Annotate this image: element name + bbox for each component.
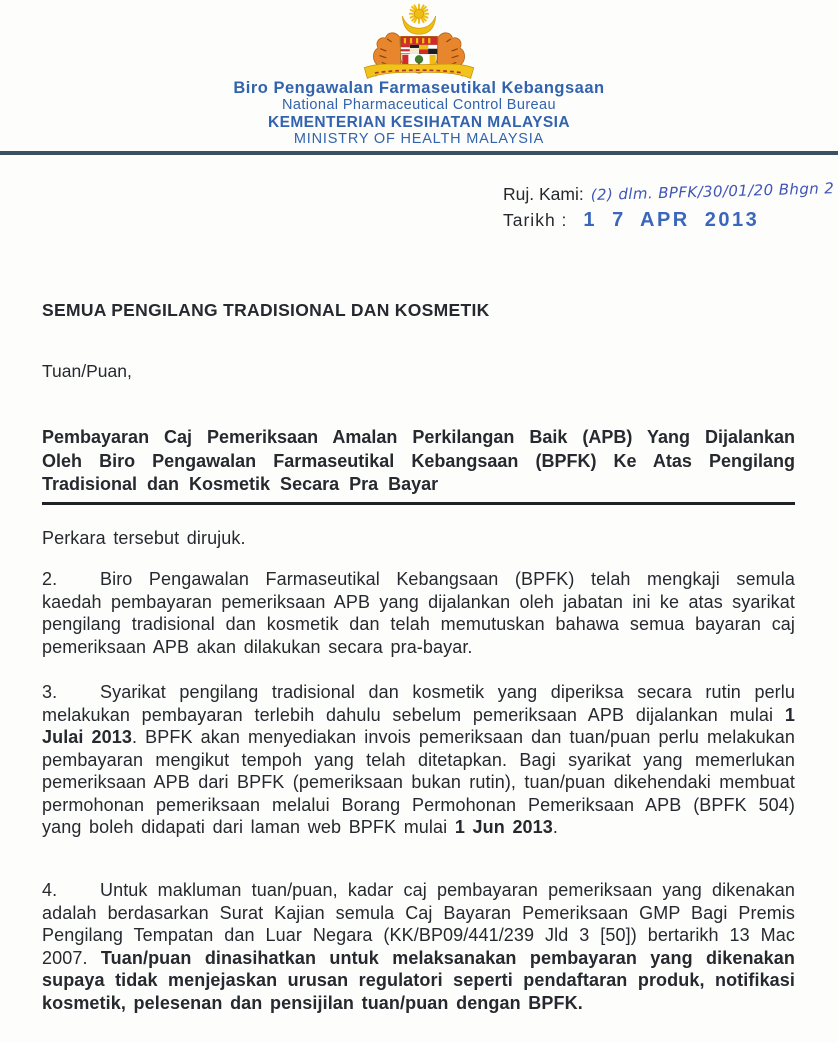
header-divider — [0, 151, 838, 155]
paragraph-4: 4. Untuk makluman tuan/puan, kadar caj pembayaran pemeriksaan yang dikenakan adalah berdasarkan Surat Kajian semula Caj Bayaran Pemeriksaan GMP Bagi Premis Pengilang Tempatan dan Luar Negara (KK/BP09/441/239 Jld 3 [50]) bertarikh 13 Mac 2007. Tuan/puan dinasihatkan untuk melaksanakan pembayaran yang dikenakan supaya tidak menjejaskan urusan regulatori seperti pendaftaran produk, notifikasi kosmetik, pelesenan dan pensijilan tuan/puan dengan BPFK. — [42, 880, 795, 1013]
ref-label: Ruj. Kami: — [503, 184, 584, 204]
paragraph-referral: Perkara tersebut dirujuk. — [42, 528, 246, 548]
subject-heading: Pembayaran Caj Pemeriksaan Amalan Perkilangan Baik (APB) Yang Dijalankan Oleh Biro Pengawalan Farmaseutikal Kebangsaan (BPFK) Ke Atas Pengilang Tradisional dan Kosmetik Secara Pra Bayar — [42, 426, 795, 505]
letterhead — [0, 80, 838, 148]
letterhead-org-en: National Pharmaceutical Control Bureau — [282, 97, 556, 113]
salutation: Tuan/Puan, — [42, 361, 132, 381]
date-label: Tarikh : — [503, 210, 568, 230]
reference-block — [503, 179, 835, 232]
letterhead-org-my: Biro Pengawalan Farmaseutikal Kebangsaan — [233, 79, 605, 97]
date-stamp: 1 7 APR 2013 — [583, 209, 760, 231]
malaysia-coat-of-arms-icon — [343, 3, 495, 85]
letterhead-ministry-en: MINISTRY OF HEALTH MALAYSIA — [293, 131, 545, 147]
letterhead-ministry-my: KEMENTERIAN KESIHATAN MALAYSIA — [268, 114, 570, 131]
ref-number-handwritten: (2) dlm. BPFK/30/01/20 Bhgn 2 — [590, 179, 835, 204]
date-row — [503, 209, 834, 232]
paragraph-2: 2. Biro Pengawalan Farmaseutikal Kebangsaan (BPFK) telah mengkaji semula kaedah pembayaran pemeriksaan APB yang dijalankan oleh jabatan ini ke atas syarikat pengilang tradisional dan kosmetik dan telah memutuskan bahawa semua bayaran caj pemeriksaan APB akan dilakukan secara pra-bayar. — [42, 569, 795, 657]
paragraph-3: 3. Syarikat pengilang tradisional dan kosmetik yang diperiksa secara rutin perlu melakukan pembayaran terlebih dahulu sebelum pemeriksaan APB dijalankan mulai 1 Julai 2013. BPFK akan menyediakan invois pemeriksaan dan tuan/puan perlu melakukan pembayaran mengikut tempoh yang telah ditetapkan. Bagi syarikat yang memerlukan pemeriksaan APB dari BPFK (pemeriksaan bukan rutin), tuan/puan dikehendaki membuat permohonan pemeriksaan melalui Borang Permohonan Pemeriksaan APB (BPFK 504) yang boleh didapati dari laman web BPFK mulai 1 Jun 2013. — [42, 682, 795, 837]
recipient-line: SEMUA PENGILANG TRADISIONAL DAN KOSMETIK — [42, 300, 490, 320]
reference-row — [503, 179, 835, 205]
